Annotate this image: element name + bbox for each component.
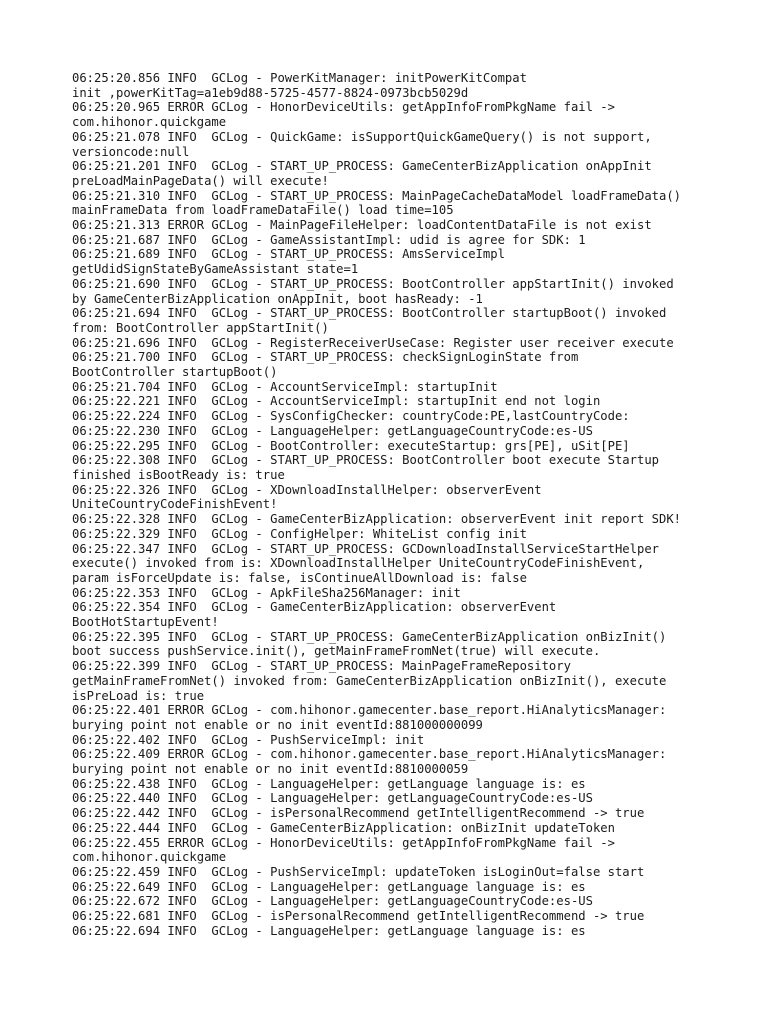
log-line: 06:25:22.455 ERROR GCLog - HonorDeviceUtils: getAppInfoFromPkgName fail ->	[72, 835, 615, 850]
log-line: 06:25:22.681 INFO GCLog - isPersonalRecommend getIntelligentRecommend -> true	[72, 909, 645, 924]
log-line: 06:25:22.459 INFO GCLog - PushServiceImpl: updateToken isLoginOut=false start	[72, 864, 645, 879]
log-line: burying point not enable or no init eventId:8810000059	[72, 762, 469, 777]
log-line: 06:25:20.856 INFO GCLog - PowerKitManager: initPowerKitCompat	[72, 71, 527, 85]
log-line: 06:25:22.326 INFO GCLog - XDownloadInstallHelper: observerEvent	[72, 482, 542, 497]
log-line: com.hihonor.quickgame	[72, 850, 227, 865]
log-line: from: BootController appStartInit()	[72, 320, 329, 335]
log-line: 06:25:22.347 INFO GCLog - START_UP_PROCESS: GCDownloadInstallServiceStartHelper	[72, 541, 659, 556]
log-line: 06:25:22.230 INFO GCLog - LanguageHelper: getLanguageCountryCode:es-US	[72, 423, 593, 438]
log-line: isPreLoad is: true	[72, 688, 205, 703]
log-line: 06:25:21.310 INFO GCLog - START_UP_PROCESS: MainPageCacheDataModel loadFrameData()	[72, 188, 682, 203]
log-line: 06:25:22.409 ERROR GCLog - com.hihonor.gamecenter.base_report.HiAnalyticsManager:	[72, 747, 667, 762]
log-line: getUdidSignStateByGameAssistant state=1	[72, 262, 359, 277]
log-line: 06:25:22.694 INFO GCLog - LanguageHelper: getLanguage language is: es	[72, 923, 586, 938]
log-line: 06:25:22.353 INFO GCLog - ApkFileSha256Manager: init	[72, 585, 461, 600]
log-line: finished isBootReady is: true	[72, 467, 285, 482]
log-line: 06:25:22.295 INFO GCLog - BootController: executeStartup: grs[PE], uSit[PE]	[72, 438, 630, 453]
log-line: 06:25:21.078 INFO GCLog - QuickGame: isSupportQuickGameQuery() is not support,	[72, 129, 652, 144]
log-line: param isForceUpdate is: false, isContinueAllDownload is: false	[72, 570, 527, 585]
log-line: 06:25:21.201 INFO GCLog - START_UP_PROCESS: GameCenterBizApplication onAppInit	[72, 159, 652, 174]
log-line: 06:25:22.399 INFO GCLog - START_UP_PROCESS: MainPageFrameRepository	[72, 659, 571, 674]
log-line: init ,powerKitTag=a1eb9d88-5725-4577-8824-0973bcb5029d	[72, 85, 469, 100]
log-line: 06:25:22.402 INFO GCLog - PushServiceImpl: init	[72, 732, 425, 747]
log-line: 06:25:21.694 INFO GCLog - START_UP_PROCESS: BootController startupBoot() invoked	[72, 306, 667, 321]
log-line: getMainFrameFromNet() invoked from: GameCenterBizApplication onBizInit(), execute	[72, 673, 667, 688]
log-line: UniteCountryCodeFinishEvent!	[72, 497, 278, 512]
log-line: 06:25:21.689 INFO GCLog - START_UP_PROCESS: AmsServiceImpl	[72, 247, 505, 262]
log-line: 06:25:22.328 INFO GCLog - GameCenterBizApplication: observerEvent init report SDK!	[72, 512, 682, 527]
log-line: 06:25:21.696 INFO GCLog - RegisterReceiverUseCase: Register user receiver execute	[72, 335, 674, 350]
log-line: 06:25:22.308 INFO GCLog - START_UP_PROCESS: BootController boot execute Startup	[72, 453, 659, 468]
log-line: 06:25:21.704 INFO GCLog - AccountServiceImpl: startupInit	[72, 379, 498, 394]
log-line: preLoadMainPageData() will execute!	[72, 173, 329, 188]
log-line: 06:25:22.224 INFO GCLog - SysConfigChecker: countryCode:PE,lastCountryCode:	[72, 409, 630, 424]
log-line: by GameCenterBizApplication onAppInit, boot hasReady: -1	[72, 291, 483, 306]
log-line: 06:25:22.442 INFO GCLog - isPersonalRecommend getIntelligentRecommend -> true	[72, 806, 645, 821]
log-line: 06:25:22.672 INFO GCLog - LanguageHelper: getLanguageCountryCode:es-US	[72, 894, 593, 909]
log-line: mainFrameData from loadFrameDataFile() load time=105	[72, 203, 454, 218]
log-line: boot success pushService.init(), getMainFrameFromNet(true) will execute.	[72, 644, 601, 659]
log-line: 06:25:22.444 INFO GCLog - GameCenterBizApplication: onBizInit updateToken	[72, 820, 615, 835]
log-line: execute() invoked from is: XDownloadInstallHelper UniteCountryCodeFinishEvent,	[72, 556, 645, 571]
log-line: 06:25:22.354 INFO GCLog - GameCenterBizApplication: observerEvent	[72, 600, 557, 615]
log-line: 06:25:22.438 INFO GCLog - LanguageHelper: getLanguage language is: es	[72, 776, 586, 791]
log-line: burying point not enable or no init eventId:881000000099	[72, 717, 483, 732]
log-line: 06:25:20.965 ERROR GCLog - HonorDeviceUtils: getAppInfoFromPkgName fail ->	[72, 100, 615, 115]
log-line: 06:25:21.313 ERROR GCLog - MainPageFileHelper: loadContentDataFile is not exist	[72, 218, 652, 233]
log-line: 06:25:21.690 INFO GCLog - START_UP_PROCESS: BootController appStartInit() invoked	[72, 276, 674, 291]
log-line: 06:25:22.221 INFO GCLog - AccountServiceImpl: startupInit end not login	[72, 394, 601, 409]
log-line: 06:25:21.687 INFO GCLog - GameAssistantImpl: udid is agree for SDK: 1	[72, 232, 586, 247]
log-line: BootHotStartupEvent!	[72, 615, 219, 630]
log-line: versioncode:null	[72, 144, 190, 159]
log-line: 06:25:22.440 INFO GCLog - LanguageHelper: getLanguageCountryCode:es-US	[72, 791, 593, 806]
log-line: 06:25:22.329 INFO GCLog - ConfigHelper: WhiteList config init	[72, 526, 527, 541]
log-line: 06:25:22.401 ERROR GCLog - com.hihonor.gamecenter.base_report.HiAnalyticsManager:	[72, 703, 667, 718]
log-line: 06:25:22.649 INFO GCLog - LanguageHelper: getLanguage language is: es	[72, 879, 586, 894]
log-line: com.hihonor.quickgame	[72, 115, 227, 130]
log-line: BootController startupBoot()	[72, 365, 278, 380]
log-line: 06:25:21.700 INFO GCLog - START_UP_PROCESS: checkSignLoginState from	[72, 350, 579, 365]
log-text-block	[72, 71, 762, 938]
log-line: 06:25:22.395 INFO GCLog - START_UP_PROCESS: GameCenterBizApplication onBizInit()	[72, 629, 667, 644]
